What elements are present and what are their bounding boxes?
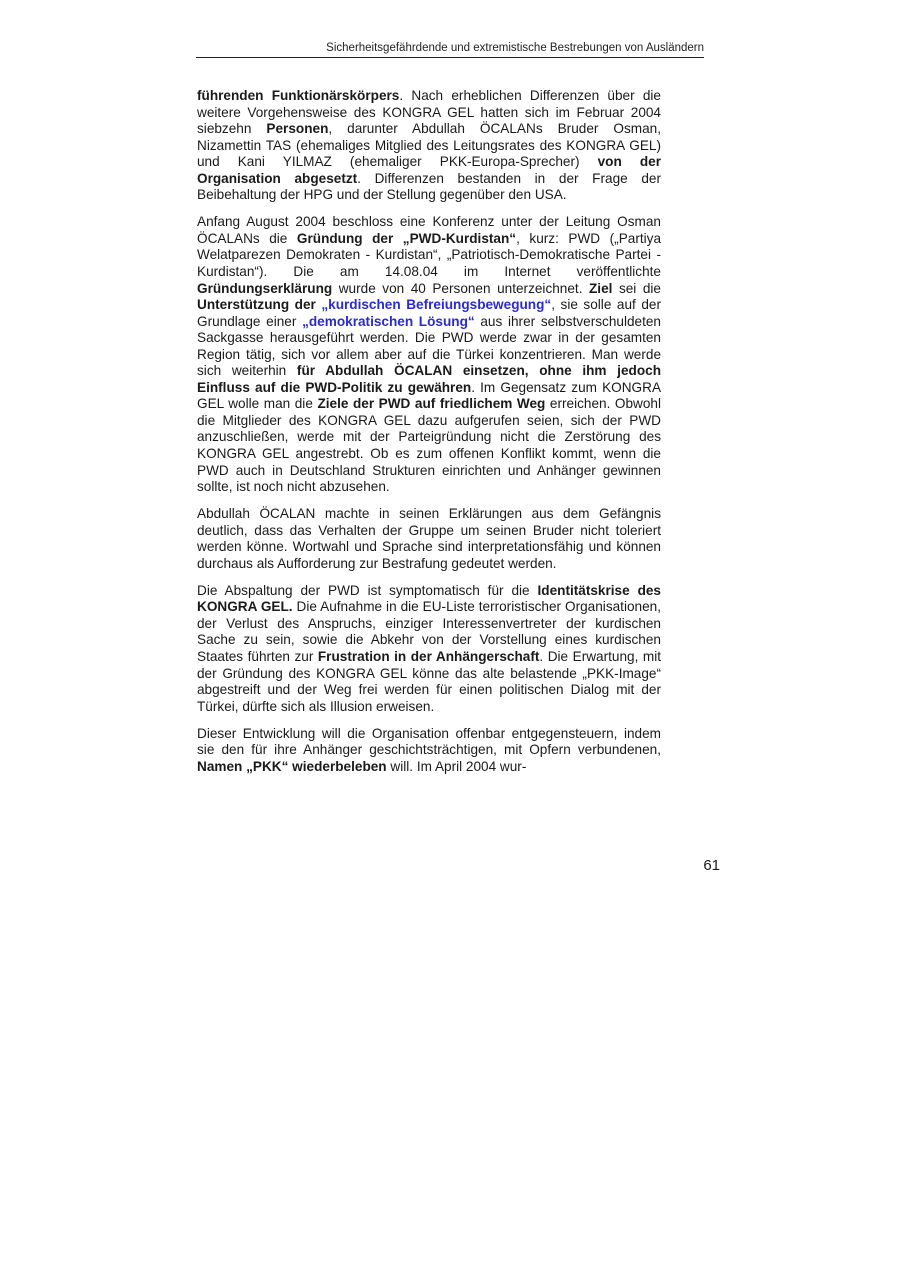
body-text bbox=[197, 88, 661, 786]
paragraph bbox=[197, 214, 661, 495]
text-run: Dieser Entwicklung will die Organisation offenbar entgegensteuern, indem sie den für ihre Anhänger geschichtsträchtigen, mit Opfern verbundenen, bbox=[197, 725, 661, 758]
text-run: Die Aufnahme in die EU-Liste terroristischer Organisationen, der Verlust des Anspruchs, einziger Interessenvertreter der kurdischen Sache zu sein, sowie die Abkehr von der Vorstellung eines kurdischen Staates führten zur bbox=[197, 599, 661, 664]
paragraph bbox=[197, 88, 661, 204]
text-run-bold: Gründung der „PWD-Kurdistan“ bbox=[296, 230, 517, 246]
text-run: . Die Erwartung, mit der Gründung des KONGRA GEL könne das alte belastende „PKK-Image“ abgestreift und der Weg frei werden für einen politischen Dialog mit der Türkei, dürfte sich als Illusion erweisen. bbox=[197, 649, 661, 714]
running-header-title: Sicherheitsgefährdende und extremistische Bestrebungen von Ausländern bbox=[326, 42, 704, 54]
text-run-bold: Identitätskrise des KONGRA GEL. bbox=[197, 582, 661, 615]
text-run-bold: Namen „PKK“ wiederbeleben bbox=[197, 758, 387, 774]
running-header bbox=[196, 40, 704, 58]
text-run: . Nach erheblichen Differenzen über die weitere Vorgehensweise des KONGRA GEL hatten sich im Februar 2004 siebzehn bbox=[197, 88, 661, 137]
text-run: , darunter Abdullah ÖCALANs Bruder Osman, Nizamettin TAS (ehemaliges Mitglied des Leitungsrates des KONGRA GEL) und Kani YILMAZ (ehemaliger PKK-Europa-Sprecher) bbox=[197, 121, 661, 170]
text-run-bold: Ziele der PWD auf friedlichem Weg bbox=[317, 396, 546, 412]
text-run: will. Im April 2004 wur- bbox=[386, 758, 527, 774]
text-run-bold: Frustration in der Anhängerschaft bbox=[317, 649, 540, 664]
text-run: wurde von 40 Personen unterzeichnet. bbox=[332, 280, 589, 296]
text-run: Abdullah ÖCALAN machte in seinen Erklärungen aus dem Gefängnis deutlich, dass das Verhalten der Gruppe um seinen Bruder nicht toleriert werden könne. Wortwahl und Sprache sind interpretationsfähig und können durchaus als Aufforderung zur Bestrafung gedeutet werden. bbox=[197, 506, 661, 571]
text-run-bold: Personen bbox=[266, 121, 329, 137]
text-run: Anfang August 2004 beschloss eine Konferenz unter der Leitung Osman ÖCALANs die bbox=[197, 214, 661, 246]
text-run-bold: Unterstützung der bbox=[197, 297, 322, 313]
text-run-bold: Ziel bbox=[589, 280, 613, 296]
text-run-bold: Gründungserklärung bbox=[197, 280, 333, 296]
paragraph bbox=[197, 726, 661, 776]
text-run: , sie solle auf der Grundlage einer bbox=[197, 297, 661, 329]
highlighted-term: „demokratischen Lösung“ bbox=[302, 313, 475, 329]
highlighted-term: „kurdischen Befreiungsbewegung“ bbox=[321, 297, 552, 313]
page-number: 61 bbox=[703, 857, 720, 874]
text-run: . Differenzen bestanden in der Frage der Beibehaltung der HPG und der Stellung gegenüber den USA. bbox=[197, 170, 661, 203]
text-run: sei die bbox=[612, 280, 661, 296]
paragraph bbox=[197, 583, 661, 715]
text-run: . Im Gegensatz zum KONGRA GEL wolle man die bbox=[197, 379, 662, 412]
text-run: Die Abspaltung der PWD ist symptomatisch für die bbox=[197, 582, 538, 598]
text-run: erreichen. Obwohl die Mitglieder des KONGRA GEL dazu aufgerufen seien, sich der PWD anzuschließen, werde mit der Parteigründung nicht die Zerstörung des KONGRA GEL angestrebt. Ob es zum offenen Konflikt kommt, wenn die PWD auch in Deutschland Strukturen einrichten und Anhänger gewinnen sollte, ist noch nicht abzusehen. bbox=[197, 396, 662, 495]
paragraph bbox=[197, 506, 661, 572]
text-run: aus ihrer selbstverschuldeten Sackgasse herausgeführt werden. Die PWD werde zwar in der gesamten Region tätig, sich vor allem aber auf die Türkei konzentrieren. Man werde sich weiterhin bbox=[197, 313, 661, 379]
text-run-bold: für Abdullah ÖCALAN einsetzen, ohne ihm jedoch Einfluss auf die PWD-Politik zu gewähren bbox=[197, 363, 661, 395]
text-run-bold: von der Organisation abgesetzt bbox=[197, 154, 661, 186]
text-run: , kurz: PWD („Partiya Welatparezen Demokraten - Kurdistan“, „Patriotisch-Demokratische Partei - Kurdistan“). Die am 14.08.04 im Internet veröffentlichte bbox=[197, 230, 661, 279]
text-run-bold: führenden Funktionärskörpers bbox=[197, 88, 400, 103]
